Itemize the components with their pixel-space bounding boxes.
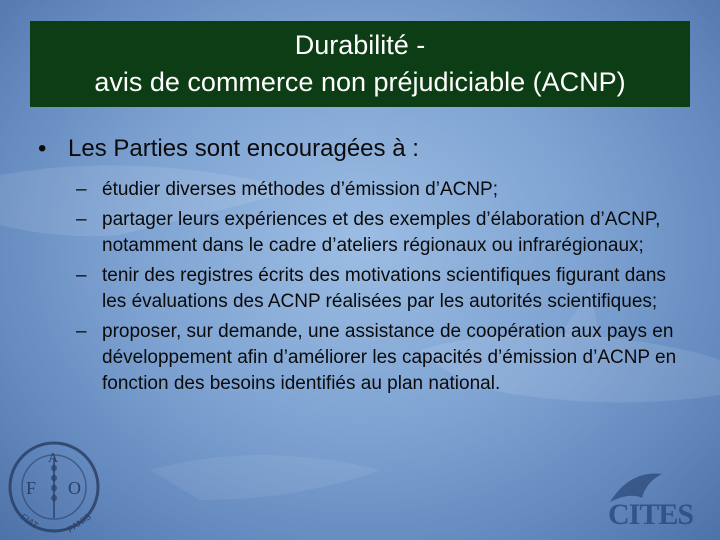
- slide-content: [32, 133, 692, 401]
- fao-logo: [6, 438, 102, 536]
- fao-motto-panis: PANIS: [65, 511, 93, 535]
- slide-title-line-2: avis de commerce non préjudiciable (ACNP): [94, 67, 626, 97]
- sub-bullet-item: [32, 263, 692, 315]
- dash-marker: –: [76, 209, 87, 230]
- slide-title-line-1: Durabilité -: [294, 30, 426, 60]
- sub-bullet-item: [32, 319, 692, 397]
- sub-bullet-text: proposer, sur demande, une assistance de coopération aux pays en développement afin d’améliorer les capacités d’émission d’ACNP en fonction des besoins identifiés au plan national.: [102, 321, 677, 394]
- main-bullet-text: Les Parties sont encouragées à :: [68, 135, 419, 162]
- fao-motto-fiat: FIAT: [18, 511, 40, 531]
- fao-letter-f: F: [26, 478, 37, 498]
- dash-marker: –: [76, 265, 87, 286]
- cites-logo: [600, 452, 712, 532]
- sub-bullet-text: tenir des registres écrits des motivations scientifiques figurant dans les évaluations des ACNP réalisées par les autorités scientifiques;: [102, 265, 666, 312]
- sub-bullet-list: [32, 177, 692, 397]
- sub-bullet-text: partager leurs expériences et des exemples d’élaboration d’ACNP, notamment dans le cadre d’ateliers régionaux ou infrarégionaux;: [102, 209, 661, 256]
- slide-title: [30, 21, 690, 107]
- dash-marker: –: [76, 321, 87, 342]
- sub-bullet-item: [32, 177, 692, 203]
- dash-marker: –: [76, 179, 87, 200]
- cites-logo-text: CITES: [608, 498, 694, 531]
- bullet-marker: •: [38, 135, 47, 162]
- fao-letter-a: A: [48, 451, 59, 466]
- main-bullet: [32, 133, 692, 165]
- fao-letter-o: O: [68, 478, 81, 498]
- sub-bullet-text: étudier diverses méthodes d’émission d’ACNP;: [102, 179, 499, 200]
- sub-bullet-item: [32, 207, 692, 259]
